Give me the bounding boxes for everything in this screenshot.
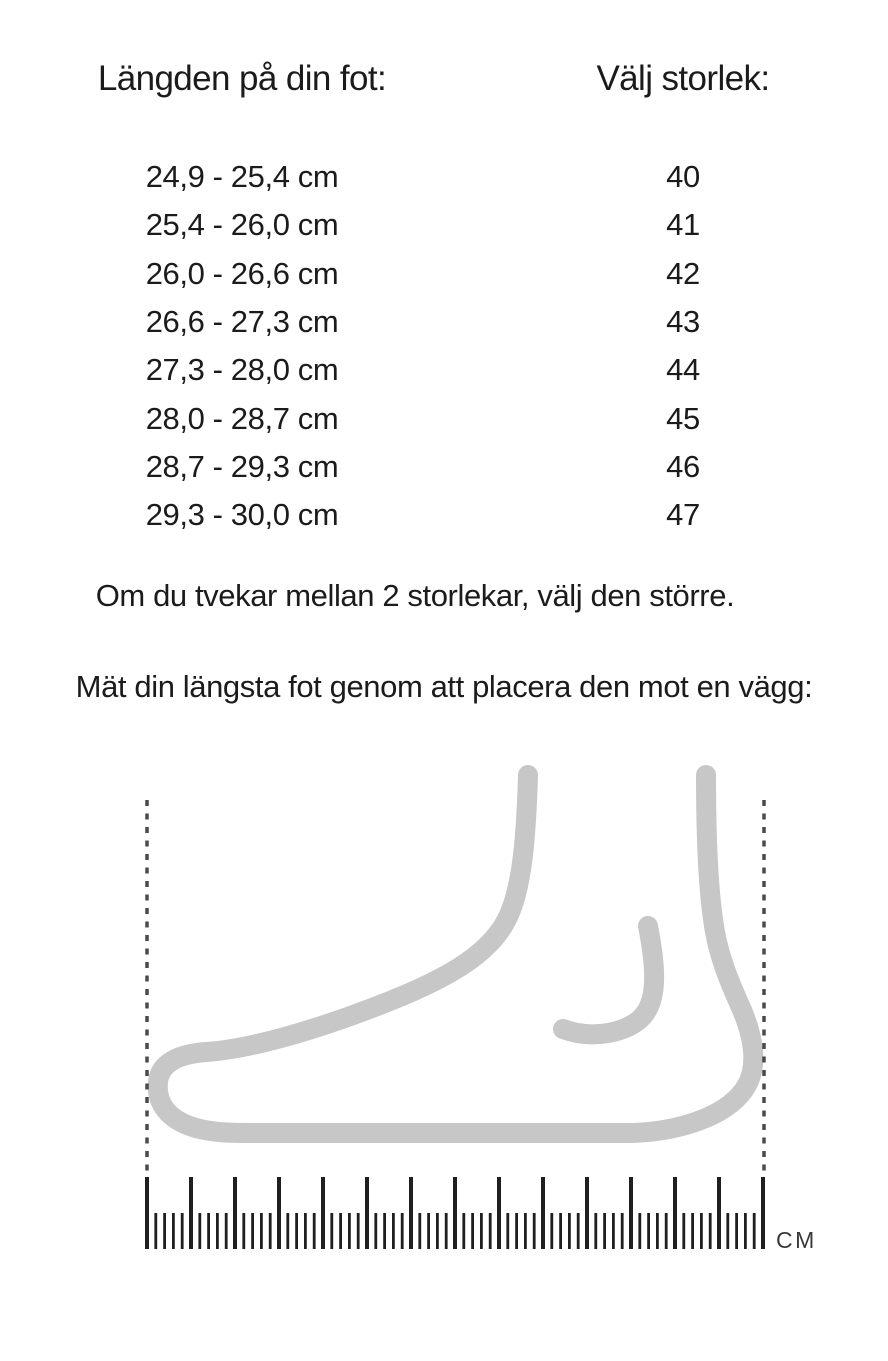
size-row (0, 394, 888, 442)
foot-length-range: 25,4 - 26,0 cm (145, 207, 339, 243)
foot-length-range: 28,7 - 29,3 cm (145, 448, 339, 484)
shoe-size: 40 (666, 159, 700, 195)
foot-side-profile-icon (158, 775, 754, 1133)
foot-length-range: 26,0 - 26,6 cm (145, 255, 339, 291)
size-row (0, 491, 888, 539)
ankle-bone-curve (563, 926, 654, 1034)
ruler-ticks (147, 1177, 763, 1249)
size-row (0, 250, 888, 298)
shoe-size: 45 (666, 400, 700, 436)
cm-unit-label: CM (776, 1227, 817, 1253)
foot-length-range: 28,0 - 28,7 cm (145, 400, 339, 436)
size-rows (0, 153, 888, 539)
shoe-size: 44 (666, 352, 700, 388)
size-row (0, 153, 888, 201)
shoe-size: 42 (666, 255, 700, 291)
note-hesitate: Om du tvekar mellan 2 storlekar, välj den större. (95, 578, 735, 613)
shoe-size: 47 (666, 497, 700, 533)
size-table-header (0, 58, 888, 100)
note-measure: Mät din längsta fot genom att placera den mot en vägg: (75, 669, 813, 704)
foot-length-range: 24,9 - 25,4 cm (145, 159, 339, 195)
shoe-size: 46 (666, 448, 700, 484)
foot-outline (158, 775, 754, 1133)
length-column-header: Längden på din fot: (97, 59, 387, 98)
size-row (0, 346, 888, 394)
size-row (0, 201, 888, 249)
size-row (0, 298, 888, 346)
size-column-header: Välj storlek: (596, 59, 770, 98)
shoe-size: 43 (666, 304, 700, 340)
size-row (0, 443, 888, 491)
foot-length-range: 27,3 - 28,0 cm (145, 352, 339, 388)
shoe-size: 41 (666, 207, 700, 243)
foot-length-range: 26,6 - 27,3 cm (145, 304, 339, 340)
foot-length-range: 29,3 - 30,0 cm (145, 497, 339, 533)
foot-measure-illustration (0, 740, 888, 1270)
